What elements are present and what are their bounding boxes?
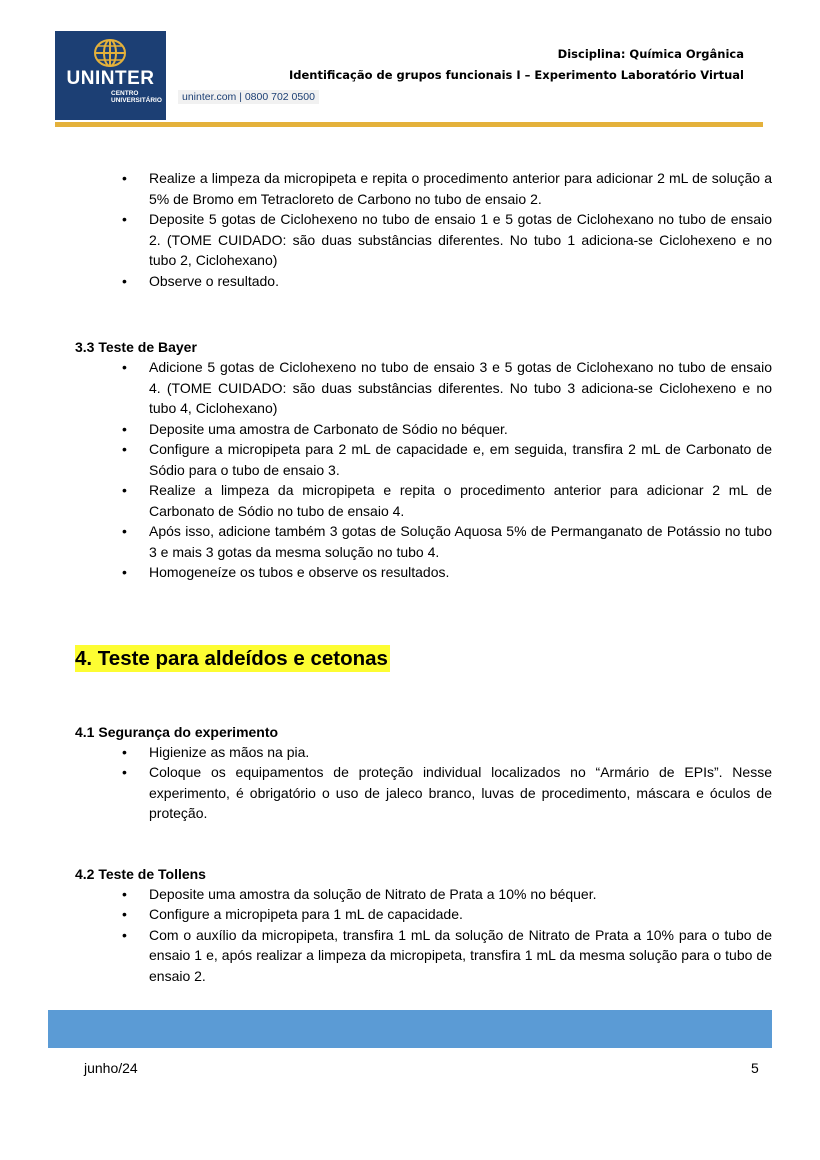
list-item: • Adicione 5 gotas de Ciclohexeno no tubo de ensaio 3 e 5 gotas de Ciclohexano no tubo de ensaio 4. (TOME CUIDADO: são duas substâncias diferentes. No tubo 3 adiciona-se Ciclohexeno e no tubo 4, Ciclohexano) — [75, 357, 772, 419]
header-rule — [55, 122, 763, 127]
page-content — [75, 168, 772, 986]
list-item: • Coloque os equipamentos de proteção individual localizados no “Armário de EPIs”. Nesse experimento, é obrigatório o uso de jaleco branco, luvas de procedimento, máscara e óculos de proteção. — [75, 762, 772, 824]
section-heading-4-2: 4.2 Teste de Tollens — [75, 865, 206, 882]
logo-wordmark: UNINTER — [66, 68, 155, 89]
uninter-logo — [55, 31, 166, 120]
globe-icon — [91, 38, 129, 68]
list-item: • Homogeneíze os tubos e observe os resultados. — [75, 562, 772, 583]
document-subtitle: Identificação de grupos funcionais I – Experimento Laboratório Virtual — [289, 68, 744, 82]
footer-date: junho/24 — [84, 1060, 138, 1076]
discipline-label: Disciplina: Química Orgânica — [557, 47, 744, 61]
logo-subtitle: CENTRO UNIVERSITÁRIO — [111, 90, 162, 104]
section-heading-3-3: 3.3 Teste de Bayer — [75, 339, 197, 355]
intro-list — [75, 168, 772, 291]
page-number: 5 — [751, 1060, 759, 1076]
list-item: • Realize a limpeza da micropipeta e repita o procedimento anterior para adicionar 2 mL de solução a 5% de Bromo em Tetracloreto de Carbono no tubo de ensaio 2. — [75, 168, 772, 209]
section-heading-4: 4. Teste para aldeídos e cetonas — [75, 646, 388, 670]
list-item: • Higienize as mãos na pia. — [75, 742, 772, 763]
footer-bar — [48, 1010, 772, 1048]
list-item: • Configure a micropipeta para 1 mL de capacidade. — [75, 904, 772, 925]
bayer-test-list — [75, 357, 772, 583]
list-item: • Deposite uma amostra da solução de Nitrato de Prata a 10% no béquer. — [75, 884, 772, 905]
list-item: • Deposite uma amostra de Carbonato de Sódio no béquer. — [75, 419, 772, 440]
section-heading-4-1: 4.1 Segurança do experimento — [75, 723, 279, 740]
list-item: • Observe o resultado. — [75, 271, 772, 292]
list-item: • Configure a micropipeta para 2 mL de capacidade e, em seguida, transfira 2 mL de Carbonato de Sódio para o tubo de ensaio 3. — [75, 439, 772, 480]
list-item: • Com o auxílio da micropipeta, transfira 1 mL da solução de Nitrato de Prata a 10% para o tubo de ensaio 1 e, após realizar a limpeza da micropipeta, transfira 1 mL da mesma solução para o tubo de ensaio 2. — [75, 925, 772, 987]
list-item: • Realize a limpeza da micropipeta e repita o procedimento anterior para adicionar 2 mL de Carbonato de Sódio no tubo de ensaio 4. — [75, 480, 772, 521]
list-item: • Deposite 5 gotas de Ciclohexeno no tubo de ensaio 1 e 5 gotas de Ciclohexano no tubo de ensaio 2. (TOME CUIDADO: são duas substâncias diferentes. No tubo 1 adiciona-se Ciclohexeno e no tubo 2, Ciclohexano) — [75, 209, 772, 271]
tollens-test-list — [75, 884, 772, 987]
safety-list — [75, 742, 772, 824]
header-title-block — [289, 44, 744, 86]
list-item: • Após isso, adicione também 3 gotas de Solução Aquosa 5% de Permanganato de Potássio no tubo 3 e mais 3 gotas da mesma solução no tubo 4. — [75, 521, 772, 562]
contact-info: uninter.com | 0800 702 0500 — [178, 90, 319, 104]
